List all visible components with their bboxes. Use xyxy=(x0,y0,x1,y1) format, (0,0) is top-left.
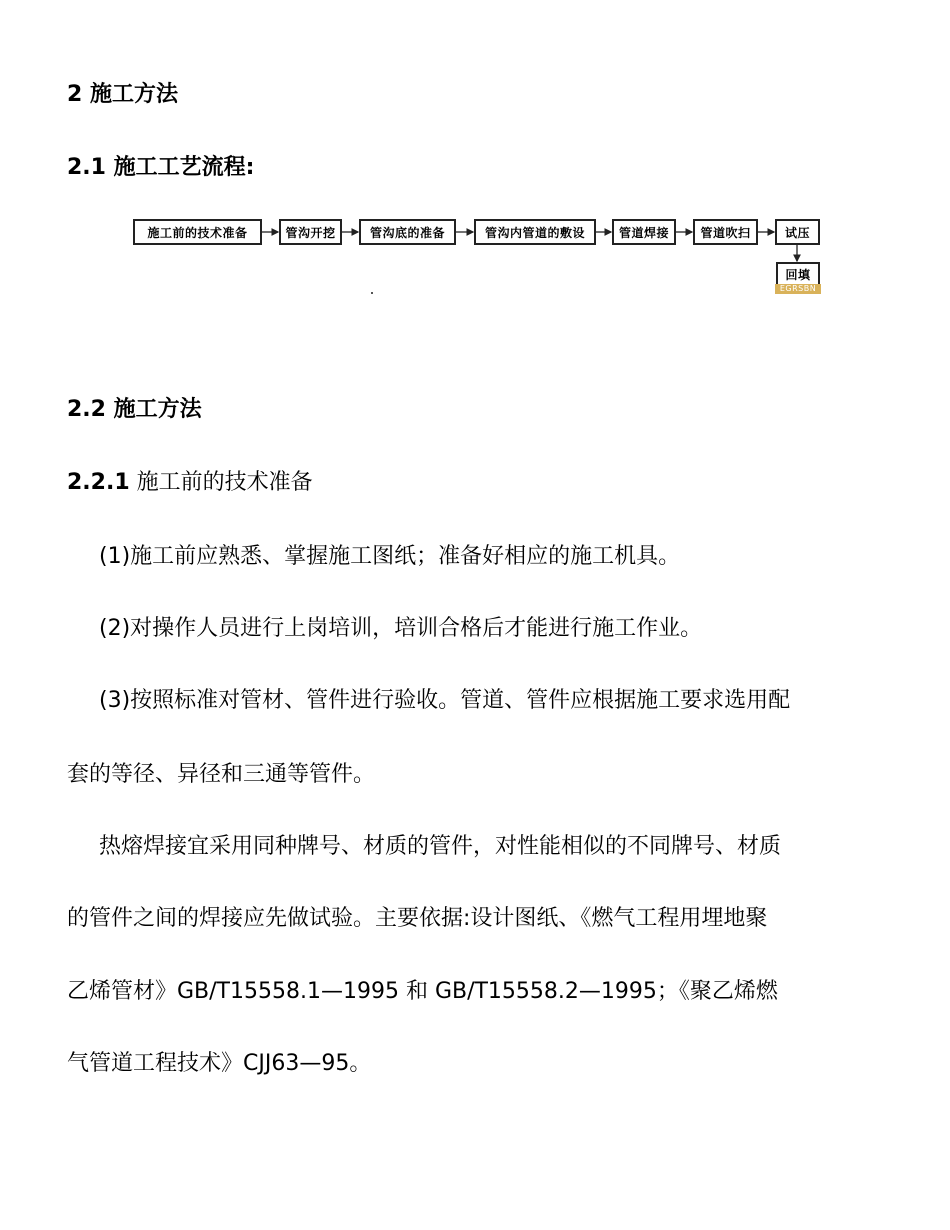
item-text: 按照标准对管材、管件进行验收。管道、管件应根据施工要求选用配 xyxy=(130,688,791,713)
paragraph-1 xyxy=(99,542,680,572)
paragraph-4-line-3: 乙烯管材》GB/T15558.1—1995 和 GB/T15558.2—1995；《聚乙烯燃 xyxy=(67,979,778,1004)
item-text: 对操作人员进行上岗培训，培训合格后才能进行施工作业。 xyxy=(130,616,703,641)
item-number: (3) xyxy=(99,688,131,713)
paragraph-4-line-1: 热熔焊接宜采用同种牌号、材质的管件，对性能相似的不同牌号、材质 xyxy=(99,834,782,859)
paragraph-4-line-2: 的管件之间的焊接应先做试验。主要依据:设计图纸、《燃气工程用埋地聚 xyxy=(67,906,768,931)
paragraph-3-line-2: 套的等径、异径和三通等管件。 xyxy=(67,762,376,787)
paragraph-4-line-4: 气管道工程技术》CJJ63—95。 xyxy=(67,1051,372,1076)
section-number: 2.1 xyxy=(67,155,106,180)
section-2-2-heading xyxy=(67,395,202,425)
flow-step-pipe-welding: 管道焊接 xyxy=(612,219,676,245)
section-2-2-1-heading xyxy=(67,468,313,498)
section-number: 2 xyxy=(67,82,83,107)
section-number: 2.2 xyxy=(67,397,106,422)
item-number: (2) xyxy=(99,616,131,641)
paragraph-3-line-1 xyxy=(99,686,790,716)
section-title: 施工工艺流程: xyxy=(113,155,255,180)
section-title: 施工前的技术准备 xyxy=(136,470,313,495)
section-2-heading xyxy=(67,80,178,110)
flow-step-pressure-test: 试压 xyxy=(775,219,820,245)
flow-step-pipe-purging: 管道吹扫 xyxy=(693,219,758,245)
flow-step-trench-excavation: 管沟开挖 xyxy=(279,219,342,245)
item-text: 施工前应熟悉、掌握施工图纸；准备好相应的施工机具。 xyxy=(130,544,681,569)
section-number: 2.2.1 xyxy=(67,470,130,495)
section-2-1-heading xyxy=(67,153,254,183)
flow-step-backfill: 回填 xyxy=(776,262,820,286)
watermark-logo: EGRSBN xyxy=(775,284,821,294)
item-number: (1) xyxy=(99,544,131,569)
section-title: 施工方法 xyxy=(113,397,202,422)
scan-speck xyxy=(371,292,373,294)
flow-step-tech-prep: 施工前的技术准备 xyxy=(133,219,262,245)
flow-step-trench-bottom-prep: 管沟底的准备 xyxy=(359,219,456,245)
flow-step-pipe-laying: 管沟内管道的敷设 xyxy=(474,219,596,245)
section-title: 施工方法 xyxy=(89,82,178,107)
paragraph-2 xyxy=(99,614,702,644)
